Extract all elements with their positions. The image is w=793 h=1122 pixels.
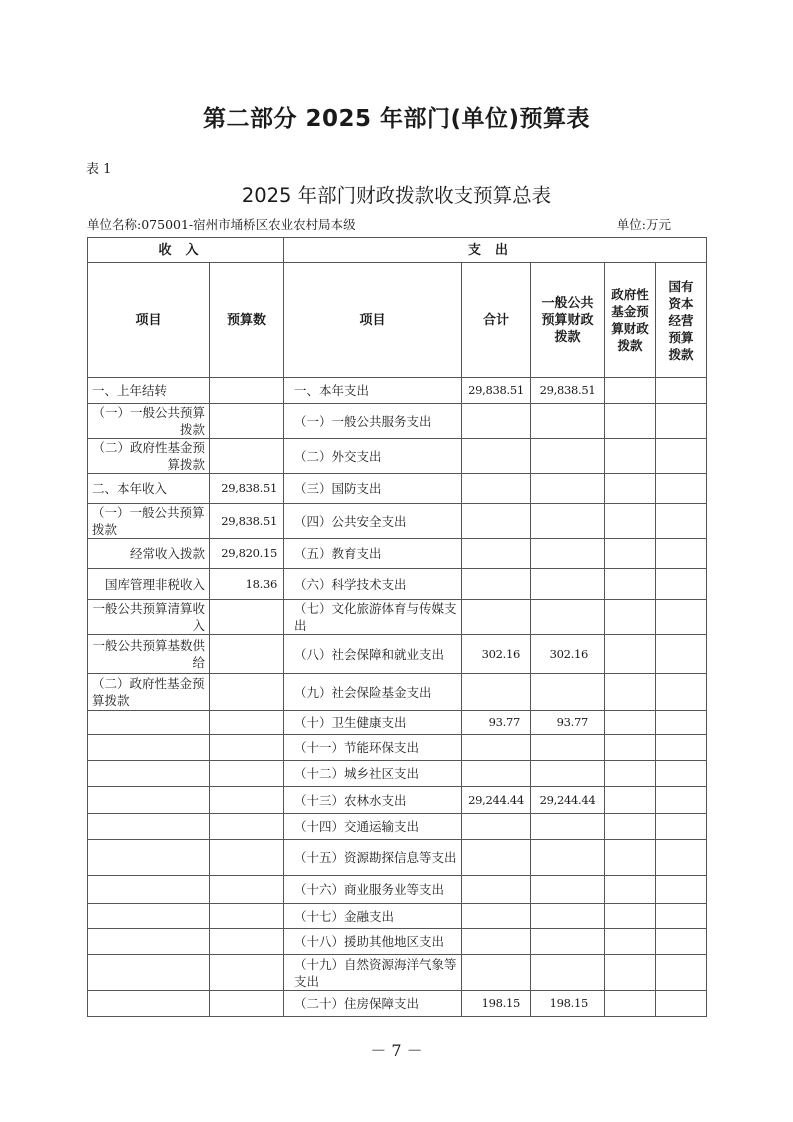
currency-unit: 单位:万元 <box>616 217 671 232</box>
table-row <box>88 787 707 814</box>
cell-gov-fund <box>605 504 656 539</box>
cell-income-item: 二、本年收入 <box>88 474 210 504</box>
cell-state-capital <box>656 761 707 787</box>
cell-total: 29,838.51 <box>462 378 531 404</box>
cell-income-budget <box>210 404 284 439</box>
cell-gov-fund <box>605 991 656 1017</box>
column-header-row <box>88 263 707 378</box>
cell-state-capital <box>656 600 707 635</box>
table-title: 2025 年部门财政拨款收支预算总表 <box>241 184 552 207</box>
cell-expense-item: （七）文化旅游体育与传媒支出 <box>284 600 462 635</box>
cell-expense-item: （九）社会保险基金支出 <box>284 674 462 711</box>
cell-state-capital <box>656 404 707 439</box>
cell-expense-item: （二十）住房保障支出 <box>284 991 462 1017</box>
cell-general-public: 93.77 <box>531 711 605 735</box>
cell-gov-fund <box>605 876 656 904</box>
col-general-public: 一般公共预算财政拨款 <box>531 263 605 378</box>
cell-expense-item: （十一）节能环保支出 <box>284 735 462 761</box>
cell-income-item: （二）政府性基金预算拨款 <box>88 439 210 474</box>
cell-total <box>462 814 531 840</box>
cell-expense-item: （二）外交支出 <box>284 439 462 474</box>
cell-income-item <box>88 840 210 876</box>
cell-expense-item: （三）国防支出 <box>284 474 462 504</box>
cell-state-capital <box>656 569 707 600</box>
cell-income-budget <box>210 840 284 876</box>
cell-expense-item: （十二）城乡社区支出 <box>284 761 462 787</box>
cell-state-capital <box>656 474 707 504</box>
cell-general-public <box>531 474 605 504</box>
cell-total <box>462 674 531 711</box>
cell-general-public <box>531 569 605 600</box>
cell-state-capital <box>656 711 707 735</box>
cell-state-capital <box>656 439 707 474</box>
cell-total: 198.15 <box>462 991 531 1017</box>
cell-total: 29,244.44 <box>462 787 531 814</box>
cell-total <box>462 474 531 504</box>
cell-gov-fund <box>605 539 656 569</box>
cell-state-capital <box>656 674 707 711</box>
table-label: 表 1 <box>86 162 112 177</box>
cell-state-capital <box>656 504 707 539</box>
cell-income-budget <box>210 787 284 814</box>
cell-gov-fund <box>605 955 656 991</box>
cell-income-item: 一般公共预算基数供给 <box>88 635 210 674</box>
cell-total <box>462 439 531 474</box>
cell-income-budget: 29,820.15 <box>210 539 284 569</box>
cell-income-item: 一般公共预算清算收入 <box>88 600 210 635</box>
cell-general-public <box>531 761 605 787</box>
group-header-row <box>88 238 707 263</box>
col-income-budget: 预算数 <box>210 263 284 378</box>
cell-general-public: 29,838.51 <box>531 378 605 404</box>
cell-state-capital <box>656 787 707 814</box>
cell-general-public: 302.16 <box>531 635 605 674</box>
cell-income-budget <box>210 635 284 674</box>
table-row <box>88 929 707 955</box>
cell-state-capital <box>656 539 707 569</box>
cell-total <box>462 840 531 876</box>
cell-general-public <box>531 904 605 929</box>
cell-general-public <box>531 674 605 711</box>
cell-gov-fund <box>605 735 656 761</box>
cell-income-budget <box>210 439 284 474</box>
table-row <box>88 539 707 569</box>
cell-total <box>462 404 531 439</box>
col-expense-item: 项目 <box>284 263 462 378</box>
cell-income-item <box>88 787 210 814</box>
cell-income-item: 经常收入拨款 <box>88 539 210 569</box>
cell-gov-fund <box>605 787 656 814</box>
cell-state-capital <box>656 378 707 404</box>
page-number: － 7 － <box>370 1041 423 1060</box>
cell-state-capital <box>656 635 707 674</box>
cell-expense-item: （一）一般公共服务支出 <box>284 404 462 439</box>
cell-state-capital <box>656 840 707 876</box>
budget-table <box>87 237 707 1017</box>
col-total: 合计 <box>462 263 531 378</box>
cell-expense-item: （十三）农林水支出 <box>284 787 462 814</box>
cell-gov-fund <box>605 904 656 929</box>
cell-state-capital <box>656 876 707 904</box>
cell-gov-fund <box>605 378 656 404</box>
table-row <box>88 378 707 404</box>
cell-gov-fund <box>605 474 656 504</box>
cell-income-item <box>88 991 210 1017</box>
cell-gov-fund <box>605 635 656 674</box>
table-row <box>88 814 707 840</box>
cell-expense-item: （十五）资源勘探信息等支出 <box>284 840 462 876</box>
cell-income-budget: 18.36 <box>210 569 284 600</box>
expense-group-header: 支出 <box>284 238 707 263</box>
cell-income-item <box>88 711 210 735</box>
cell-expense-item: （十四）交通运输支出 <box>284 814 462 840</box>
col-state-capital: 国有资本经营预算拨款 <box>656 263 707 378</box>
cell-gov-fund <box>605 761 656 787</box>
cell-income-item <box>88 761 210 787</box>
cell-income-budget <box>210 761 284 787</box>
page-title: 第二部分 2025 年部门(单位)预算表 <box>202 106 591 132</box>
cell-income-budget <box>210 600 284 635</box>
cell-income-budget: 29,838.51 <box>210 504 284 539</box>
cell-income-item <box>88 929 210 955</box>
cell-income-item <box>88 735 210 761</box>
cell-general-public <box>531 504 605 539</box>
cell-total <box>462 929 531 955</box>
cell-income-budget <box>210 378 284 404</box>
cell-income-item: （二）政府性基金预算拨款 <box>88 674 210 711</box>
cell-total <box>462 735 531 761</box>
cell-expense-item: （五）教育支出 <box>284 539 462 569</box>
cell-state-capital <box>656 814 707 840</box>
cell-gov-fund <box>605 840 656 876</box>
cell-total <box>462 904 531 929</box>
unit-name: 单位名称:075001-宿州市埇桥区农业农村局本级 <box>87 217 356 232</box>
table-row <box>88 635 707 674</box>
cell-total <box>462 504 531 539</box>
cell-income-item <box>88 955 210 991</box>
cell-income-item: （一）一般公共预算拨款 <box>88 404 210 439</box>
table-row <box>88 840 707 876</box>
cell-income-budget <box>210 876 284 904</box>
table-row <box>88 569 707 600</box>
table-row <box>88 674 707 711</box>
cell-expense-item: （十）卫生健康支出 <box>284 711 462 735</box>
cell-income-item <box>88 904 210 929</box>
cell-gov-fund <box>605 674 656 711</box>
cell-general-public <box>531 539 605 569</box>
table-row <box>88 504 707 539</box>
cell-general-public <box>531 439 605 474</box>
cell-gov-fund <box>605 439 656 474</box>
cell-general-public <box>531 955 605 991</box>
cell-expense-item: （十六）商业服务业等支出 <box>284 876 462 904</box>
cell-general-public <box>531 840 605 876</box>
cell-income-budget <box>210 955 284 991</box>
cell-total <box>462 761 531 787</box>
cell-general-public <box>531 404 605 439</box>
col-income-item: 项目 <box>88 263 210 378</box>
cell-general-public <box>531 735 605 761</box>
cell-expense-item: （六）科学技术支出 <box>284 569 462 600</box>
cell-income-budget <box>210 735 284 761</box>
cell-income-item: 国库管理非税收入 <box>88 569 210 600</box>
table-row <box>88 439 707 474</box>
cell-total <box>462 600 531 635</box>
cell-gov-fund <box>605 929 656 955</box>
cell-gov-fund <box>605 814 656 840</box>
cell-state-capital <box>656 904 707 929</box>
cell-expense-item: 一、本年支出 <box>284 378 462 404</box>
cell-state-capital <box>656 929 707 955</box>
cell-income-budget: 29,838.51 <box>210 474 284 504</box>
table-row <box>88 761 707 787</box>
cell-gov-fund <box>605 711 656 735</box>
cell-expense-item: （十九）自然资源海洋气象等支出 <box>284 955 462 991</box>
table-row <box>88 904 707 929</box>
cell-gov-fund <box>605 600 656 635</box>
cell-total <box>462 569 531 600</box>
cell-total <box>462 539 531 569</box>
cell-income-item <box>88 814 210 840</box>
cell-income-budget <box>210 991 284 1017</box>
cell-expense-item: （八）社会保障和就业支出 <box>284 635 462 674</box>
cell-state-capital <box>656 955 707 991</box>
cell-total <box>462 955 531 991</box>
cell-state-capital <box>656 991 707 1017</box>
cell-general-public: 198.15 <box>531 991 605 1017</box>
cell-total <box>462 876 531 904</box>
cell-total: 93.77 <box>462 711 531 735</box>
cell-gov-fund <box>605 569 656 600</box>
cell-general-public: 29,244.44 <box>531 787 605 814</box>
table-row <box>88 876 707 904</box>
table-row <box>88 474 707 504</box>
table-row <box>88 711 707 735</box>
cell-general-public <box>531 600 605 635</box>
cell-income-item: （一）一般公共预算拨款 <box>88 504 210 539</box>
table-row <box>88 955 707 991</box>
cell-income-budget <box>210 814 284 840</box>
cell-income-item: 一、上年结转 <box>88 378 210 404</box>
cell-state-capital <box>656 735 707 761</box>
cell-expense-item: （四）公共安全支出 <box>284 504 462 539</box>
col-gov-fund: 政府性基金预算财政拨款 <box>605 263 656 378</box>
cell-general-public <box>531 876 605 904</box>
income-group-header: 收入 <box>88 238 284 263</box>
cell-income-budget <box>210 929 284 955</box>
cell-general-public <box>531 814 605 840</box>
table-row <box>88 600 707 635</box>
cell-income-budget <box>210 711 284 735</box>
cell-income-budget <box>210 674 284 711</box>
table-row <box>88 991 707 1017</box>
cell-total: 302.16 <box>462 635 531 674</box>
cell-income-budget <box>210 904 284 929</box>
cell-general-public <box>531 929 605 955</box>
cell-income-item <box>88 876 210 904</box>
table-row <box>88 735 707 761</box>
cell-expense-item: （十七）金融支出 <box>284 904 462 929</box>
table-row <box>88 404 707 439</box>
cell-gov-fund <box>605 404 656 439</box>
cell-expense-item: （十八）援助其他地区支出 <box>284 929 462 955</box>
